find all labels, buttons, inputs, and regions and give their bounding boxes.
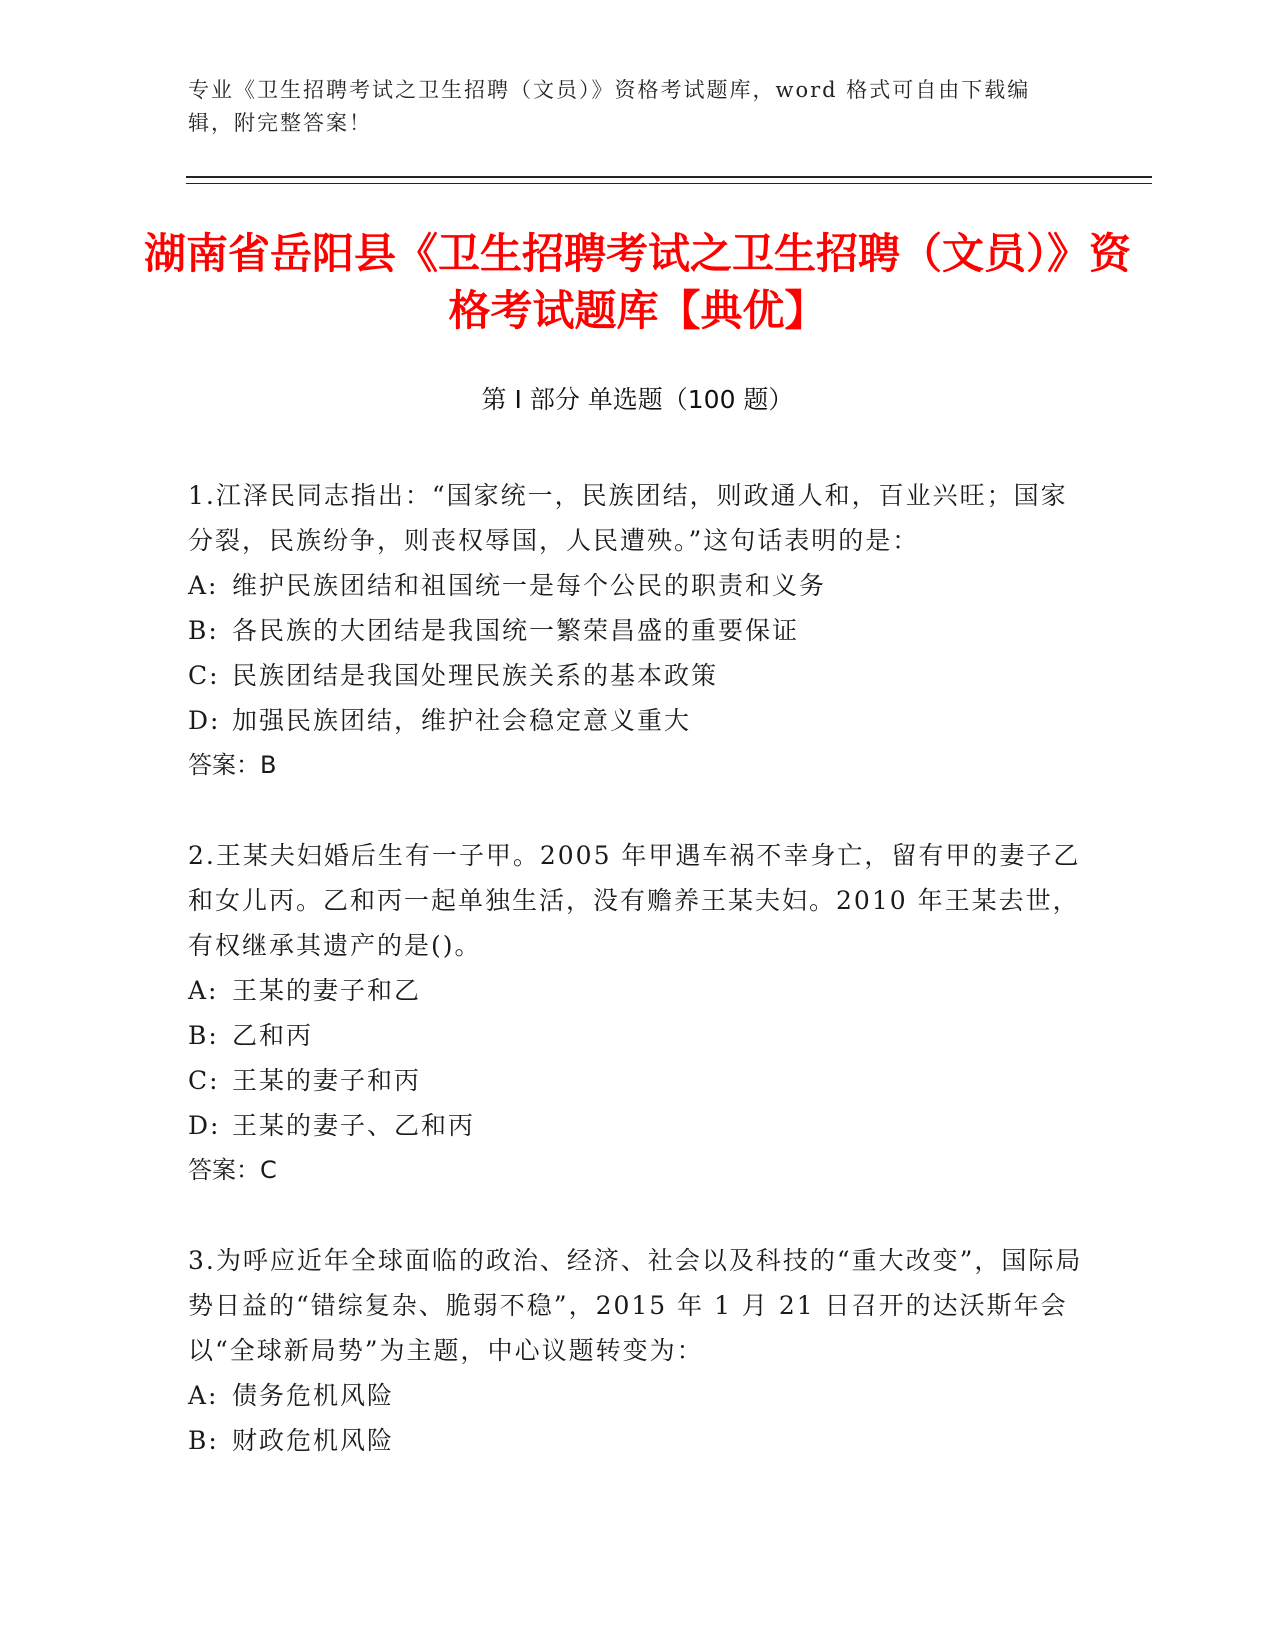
question-stem: 3.为呼应近年全球面临的政治、经济、社会以及科技的“重大改变”，国际局势日益的“错综复杂、脆弱不稳”，2015 年 1 月 21 日召开的达沃斯年会以“全球新局势”为主题，中心议题转变为： bbox=[188, 1246, 1083, 1365]
option-text: 加强民族团结，维护社会稳定意义重大 bbox=[232, 706, 692, 735]
option-text: 各民族的大团结是我国统一繁荣昌盛的重要保证 bbox=[232, 616, 800, 645]
option-text: 民族团结是我国处理民族关系的基本政策 bbox=[232, 661, 719, 690]
option-b bbox=[188, 1013, 1088, 1058]
option-c bbox=[188, 1058, 1088, 1103]
option-text: 财政危机风险 bbox=[232, 1426, 395, 1455]
question-stem: 2.王某夫妇婚后生有一子甲。2005 年甲遇车祸不幸身亡，留有甲的妻子乙和女儿丙。乙和丙一起单独生活，没有赡养王某夫妇。2010 年王某去世，有权继承其遗产的是()。 bbox=[188, 841, 1081, 960]
option-d bbox=[188, 1103, 1088, 1148]
option-text: 王某的妻子、乙和丙 bbox=[232, 1111, 476, 1140]
option-a bbox=[188, 968, 1088, 1013]
answer: 答案：C bbox=[188, 1156, 277, 1184]
option-letter: D: bbox=[188, 706, 221, 735]
question-1 bbox=[188, 473, 1088, 788]
option-letter: C: bbox=[188, 1066, 220, 1095]
option-text: 王某的妻子和乙 bbox=[232, 976, 422, 1005]
option-letter: D: bbox=[188, 1111, 221, 1140]
document-title: 湖南省岳阳县《卫生招聘考试之卫生招聘（文员）》资格考试题库【典优】 bbox=[143, 229, 1131, 335]
question-2 bbox=[188, 833, 1088, 1193]
option-text: 维护民族团结和祖国统一是每个公民的职责和义务 bbox=[232, 571, 827, 600]
option-text: 王某的妻子和丙 bbox=[232, 1066, 422, 1095]
option-text: 乙和丙 bbox=[232, 1021, 314, 1050]
option-letter: A: bbox=[188, 976, 219, 1005]
option-letter: C: bbox=[188, 661, 220, 690]
option-a bbox=[188, 1373, 1088, 1418]
question-3 bbox=[188, 1238, 1088, 1463]
option-letter: B: bbox=[188, 1426, 219, 1455]
option-letter: A: bbox=[188, 1381, 219, 1410]
option-letter: B: bbox=[188, 1021, 219, 1050]
header-rule-thick bbox=[186, 176, 1152, 178]
option-letter: A: bbox=[188, 571, 219, 600]
option-b bbox=[188, 608, 1088, 653]
option-c bbox=[188, 653, 1088, 698]
option-a bbox=[188, 563, 1088, 608]
question-stem: 1.江泽民同志指出：“国家统一，民族团结，则政通人和，百业兴旺；国家分裂，民族纷争，则丧权辱国，人民遭殃。”这句话表明的是： bbox=[188, 481, 1068, 555]
option-d bbox=[188, 698, 1088, 743]
header-rule-thin bbox=[186, 183, 1152, 184]
option-text: 债务危机风险 bbox=[232, 1381, 395, 1410]
header-note: 专业《卫生招聘考试之卫生招聘（文员）》资格考试题库，word 格式可自由下载编辑，附完整答案！ bbox=[188, 78, 1031, 135]
section-heading: 第 I 部分 单选题（100 题） bbox=[481, 385, 794, 414]
option-b bbox=[188, 1418, 1088, 1463]
option-letter: B: bbox=[188, 616, 219, 645]
answer: 答案：B bbox=[188, 751, 277, 779]
